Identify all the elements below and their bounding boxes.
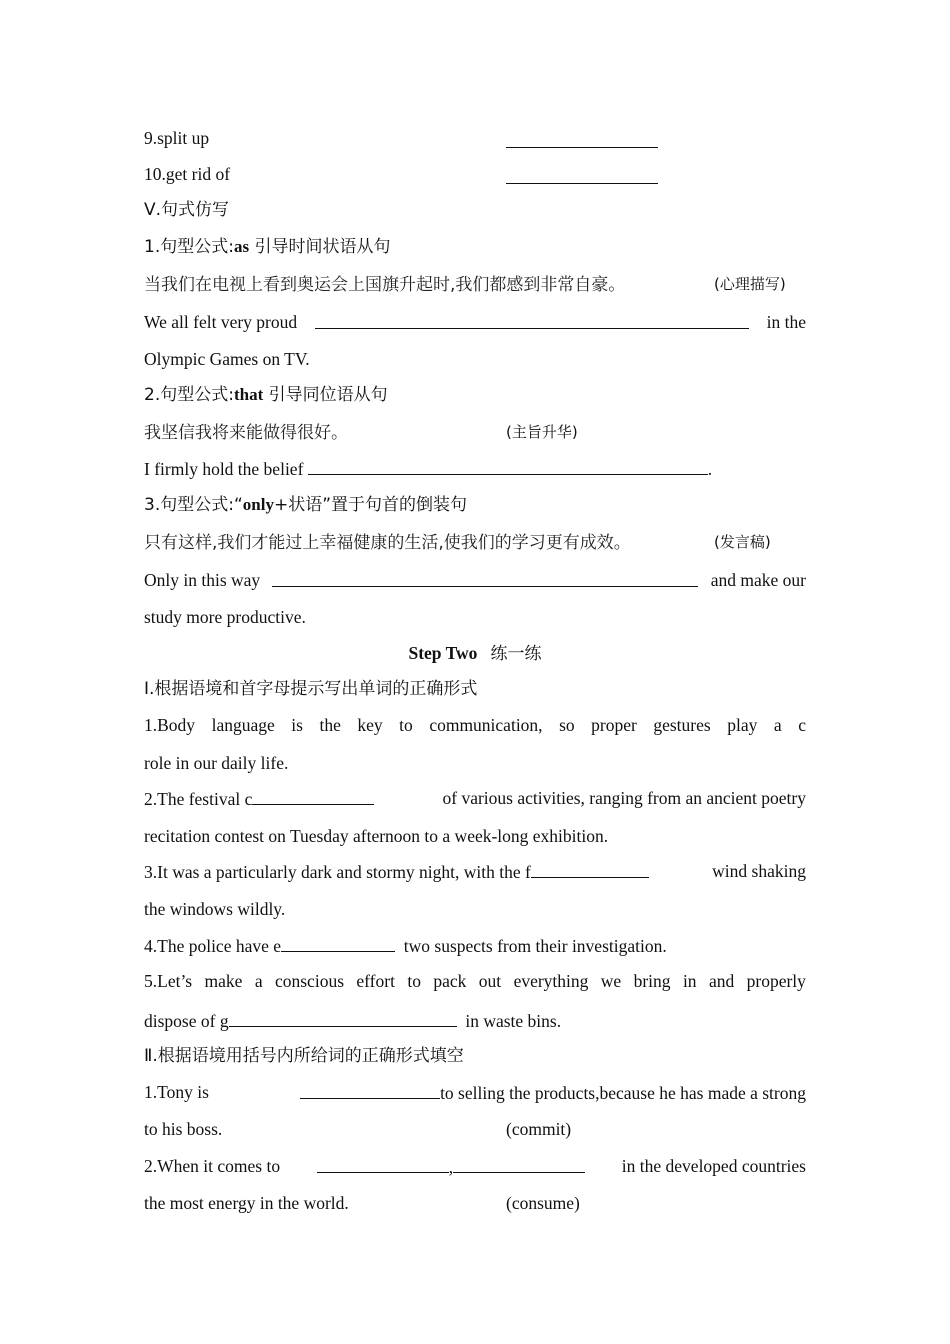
word-hint: (consume)	[506, 1193, 580, 1213]
chinese-sentence-3	[144, 531, 806, 554]
step-subtitle: 练一练	[490, 644, 542, 664]
word: play	[727, 715, 758, 735]
answer-blank[interactable]	[531, 860, 649, 878]
chinese-text: 当我们在电视上看到奥运会上国旗升起时,我们都感到非常自豪。	[144, 275, 626, 295]
answer-blank[interactable]	[252, 787, 374, 805]
word: proper	[591, 715, 637, 735]
question-1-4	[144, 934, 806, 957]
word: everything	[513, 971, 589, 991]
word: so	[559, 715, 575, 735]
formula-prefix: 2.句型公式:	[144, 385, 234, 405]
chinese-sentence-2	[144, 421, 806, 444]
sentence-end: .	[707, 459, 713, 479]
word: make	[204, 971, 243, 991]
question-1-3-cont: the windows wildly.	[144, 899, 286, 919]
word: effort	[356, 971, 395, 991]
question-1-2-cont: recitation contest on Tuesday afternoon to a week-long exhibition.	[144, 826, 609, 846]
writing-tag: (主旨升华)	[506, 423, 578, 441]
sentence-end: in the developed countries	[621, 1156, 806, 1176]
section-5-title: Ⅴ.句式仿写	[144, 200, 230, 220]
english-sentence-1-cont: Olympic Games on TV.	[144, 349, 310, 369]
english-sentence-3	[144, 569, 806, 591]
question-1-1-cont: role in our daily life.	[144, 753, 289, 773]
question-1-3	[144, 860, 806, 883]
answer-blank[interactable]	[272, 569, 698, 587]
sentence-start: We all felt very proud	[144, 312, 298, 332]
writing-tag: (心理描写)	[714, 275, 786, 293]
phrase-text: 9.split up	[144, 128, 210, 148]
answer-blank[interactable]	[300, 1081, 440, 1099]
word: c	[798, 715, 806, 735]
word: 1.Body	[144, 715, 196, 735]
formula-suffix: 引导同位语从句	[263, 385, 388, 405]
sentence-start: 2.The festival c	[144, 789, 253, 809]
word: the	[319, 715, 341, 735]
word: gestures	[653, 715, 711, 735]
sentence-start: 1.Tony is	[144, 1082, 209, 1102]
formula-suffix: 引导时间状语从句	[249, 237, 391, 257]
answer-blank[interactable]	[308, 457, 708, 475]
question-1-5	[144, 970, 806, 992]
question-2-2	[144, 1155, 806, 1178]
answer-blank[interactable]	[506, 166, 658, 184]
word: conscious	[274, 971, 345, 991]
word: we	[600, 971, 622, 991]
sentence-start: 2.When it comes to	[144, 1156, 281, 1176]
formula-1	[144, 236, 806, 258]
phrase-item-10	[144, 163, 806, 185]
sentence-start: dispose of g	[144, 1011, 229, 1031]
answer-blank[interactable]	[315, 311, 749, 329]
answer-blank[interactable]	[506, 130, 658, 148]
section-1-title: Ⅰ.根据语境和首字母提示写出单词的正确形式	[144, 679, 478, 699]
question-1-5-cont	[144, 1009, 806, 1032]
word: to	[407, 971, 421, 991]
word: to	[399, 715, 413, 735]
word: out	[478, 971, 502, 991]
sentence-cont: to his boss.	[144, 1119, 223, 1139]
comma: ,	[448, 1157, 454, 1177]
chinese-text: 我坚信我将来能做得很好。	[144, 423, 348, 443]
question-1-2	[144, 787, 806, 810]
formula-3	[144, 494, 806, 516]
word: a	[773, 715, 782, 735]
chinese-sentence-1	[144, 273, 806, 296]
sentence-start: 4.The police have e	[144, 936, 282, 956]
step-two-heading	[144, 642, 806, 665]
word-hint: (commit)	[506, 1119, 572, 1139]
sentence-end: and make our	[710, 570, 806, 590]
section-2-title: Ⅱ.根据语境用括号内所给词的正确形式填空	[144, 1046, 464, 1066]
sentence-end: in waste bins.	[465, 1011, 562, 1031]
word: is	[291, 715, 303, 735]
sentence-start: I firmly hold the belief	[144, 459, 304, 479]
question-2-2-cont	[144, 1192, 806, 1214]
sentence-cont: the most energy in the world.	[144, 1193, 349, 1213]
formula-prefix: 1.句型公式:	[144, 237, 234, 257]
sentence-start: Only in this way	[144, 570, 261, 590]
word: in	[682, 971, 697, 991]
answer-blank[interactable]	[229, 1009, 457, 1027]
word: 5.Let’s	[144, 971, 193, 991]
question-1-1	[144, 714, 806, 736]
english-sentence-2	[144, 457, 806, 480]
answer-blank[interactable]	[453, 1155, 585, 1173]
word: a	[254, 971, 263, 991]
sentence-end: in the	[766, 312, 806, 332]
answer-blank[interactable]	[281, 934, 395, 952]
sentence-end: wind shaking	[712, 861, 806, 881]
formula-2	[144, 384, 806, 406]
word: pack	[433, 971, 467, 991]
word: language	[211, 715, 275, 735]
sentence-end: two suspects from their investigation.	[403, 936, 667, 956]
word: communication,	[429, 715, 543, 735]
word: and	[708, 971, 735, 991]
phrase-item-9	[144, 127, 806, 149]
english-sentence-3-cont: study more productive.	[144, 607, 306, 627]
chinese-text: 只有这样,我们才能过上幸福健康的生活,使我们的学习更有成效。	[144, 533, 631, 553]
word: bring	[633, 971, 671, 991]
english-sentence-1	[144, 311, 806, 333]
word: key	[357, 715, 383, 735]
writing-tag: (发言稿)	[714, 533, 771, 551]
step-label: Step Two	[408, 643, 478, 663]
word: properly	[746, 971, 806, 991]
formula-keyword: as	[233, 237, 250, 256]
sentence-start: 3.It was a particularly dark and stormy night, with the f	[144, 862, 531, 882]
formula-keyword: only	[242, 495, 274, 514]
question-2-1-cont	[144, 1118, 806, 1140]
formula-prefix: 3.句型公式:“	[144, 495, 243, 515]
formula-suffix: +状语”置于句首的倒装句	[273, 495, 468, 515]
sentence-end: to selling the products,because he has made a strong	[440, 1083, 806, 1103]
sentence-end: of various activities, ranging from an ancient poetry	[442, 788, 806, 808]
formula-keyword: that	[233, 385, 264, 404]
question-2-1	[144, 1081, 806, 1104]
answer-blank[interactable]	[317, 1155, 449, 1173]
phrase-text: 10.get rid of	[144, 164, 231, 184]
